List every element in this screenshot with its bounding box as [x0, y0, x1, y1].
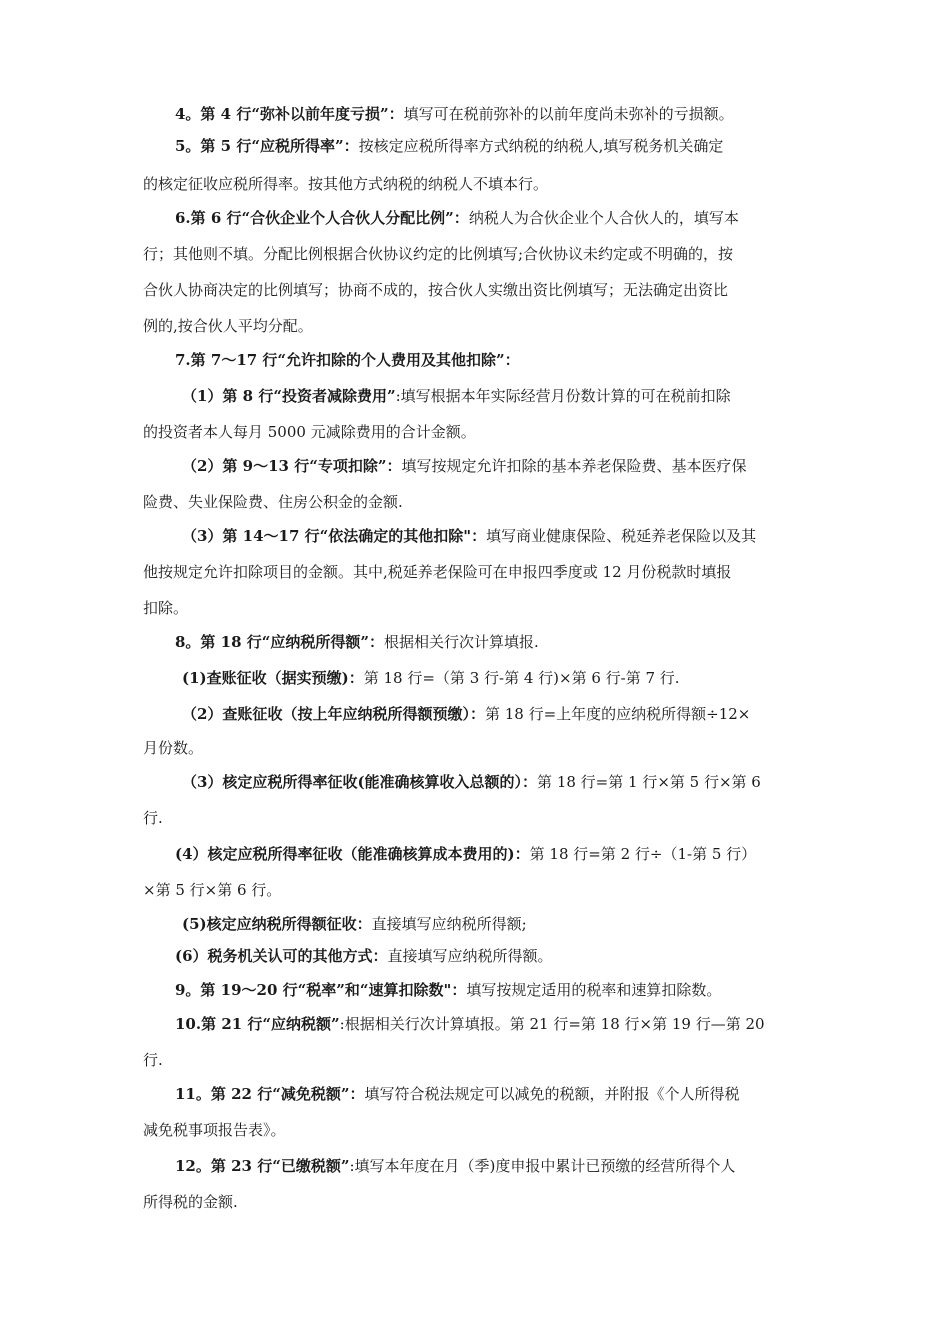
item-7-1-line-1 — [182, 386, 731, 406]
item-9-text: 填写按规定适用的税率和速算扣除数。 — [466, 981, 722, 999]
item-7-3-heading: （3）第 14～17 行“依法确定的其他扣除"： — [182, 527, 487, 545]
item-8-1-text: 第 18 行=（第 3 行-第 4 行)×第 6 行-第 7 行. — [363, 669, 680, 687]
item-12-heading: 12。第 23 行“已缴税额” — [175, 1157, 350, 1175]
item-10-line-2: 行. — [143, 1051, 163, 1069]
item-6-line-1 — [175, 208, 739, 228]
item-7-2-line-1 — [182, 456, 746, 476]
item-8-1-line-1 — [182, 668, 680, 688]
item-8-3-heading: （3）核定应税所得率征收(能准确核算收入总额的）： — [182, 773, 538, 791]
item-8-5-heading: (5)核定应纳税所得额征收： — [182, 915, 372, 933]
item-8-5-line-1 — [182, 914, 527, 934]
item-7-3-line-3: 扣除。 — [143, 599, 189, 617]
item-5-text: 按核定应税所得率方式纳税的纳税人,填写税务机关确定 — [358, 137, 724, 155]
item-12-line-1 — [175, 1156, 735, 1176]
item-11-heading: 11。第 22 行“减免税额”： — [175, 1085, 365, 1103]
item-7-1-heading: （1）第 8 行“投资者减除费用” — [182, 387, 396, 405]
item-6-line-3: 合伙人协商决定的比例填写；协商不成的，按合伙人实缴出资比例填写；无法确定出资比 — [143, 281, 729, 299]
item-7-3-line-2: 他按规定允许扣除项目的金额。其中,税延养老保险可在申报四季度或 12 月份税款时填报 — [143, 563, 732, 581]
item-10-text: :根据相关行次计算填报。第 21 行=第 18 行×第 19 行—第 20 — [339, 1015, 765, 1033]
item-7-2-text: 填写按规定允许扣除的基本养老保险费、基本医疗保 — [401, 457, 747, 475]
item-6-line-4: 例的,按合伙人平均分配。 — [143, 317, 313, 335]
item-12-text: :填写本年度在月（季)度申报中累计已预缴的经营所得个人 — [349, 1157, 736, 1175]
item-8-3-line-1 — [182, 772, 761, 792]
item-4-line-1 — [175, 104, 734, 124]
item-6-heading: 6.第 6 行“合伙企业个人合伙人分配比例”： — [175, 209, 469, 227]
item-7-3-text: 填写商业健康保险、税延养老保险以及其 — [486, 527, 757, 545]
item-8-2-line-2: 月份数。 — [143, 739, 204, 757]
item-8-1-heading: (1)查账征收（据实预缴)： — [182, 669, 364, 687]
item-9-heading: 9。第 19～20 行“税率”和“速算扣除数"： — [175, 981, 467, 999]
item-4-text: 填写可在税前弥补的以前年度尚未弥补的亏损额。 — [403, 105, 734, 123]
item-8-heading: 8。第 18 行“应纳税所得额”： — [175, 633, 385, 651]
item-6-text: 纳税人为合伙企业个人合伙人的，填写本 — [468, 209, 739, 227]
item-8-4-line-1 — [175, 844, 756, 864]
item-8-4-text: 第 18 行=第 2 行÷（1-第 5 行） — [529, 845, 757, 863]
item-7-heading: 7.第 7～17 行“允许扣除的个人费用及其他扣除”： — [175, 351, 520, 369]
item-11-line-2: 减免税事项报告表》。 — [143, 1121, 286, 1139]
item-4-heading: 4。第 4 行“弥补以前年度亏损”： — [175, 105, 404, 123]
item-8-5-text: 直接填写应纳税所得额; — [371, 915, 527, 933]
item-8-3-text: 第 18 行=第 1 行×第 5 行×第 6 — [537, 773, 761, 791]
item-9-line-1 — [175, 980, 721, 1000]
item-8-line-1 — [175, 632, 539, 652]
item-8-text: 根据相关行次计算填报. — [384, 633, 539, 651]
item-5-heading: 5。第 5 行“应税所得率”： — [175, 137, 359, 155]
item-5-line-2: 的核定征收应税所得率。按其他方式纳税的纳税人不填本行。 — [143, 175, 549, 193]
item-7-2-line-2: 险费、失业保险费、住房公积金的金额. — [143, 493, 403, 511]
item-10-line-1 — [175, 1014, 765, 1034]
item-8-4-line-2: ×第 5 行×第 6 行。 — [143, 881, 282, 899]
item-5-line-1 — [175, 136, 723, 156]
item-8-6-text: 直接填写应纳税所得额。 — [387, 947, 553, 965]
item-8-6-line-1 — [175, 946, 553, 966]
item-12-line-2: 所得税的金额. — [143, 1193, 238, 1211]
item-8-2-text: 第 18 行=上年度的应纳税所得额÷12× — [484, 705, 751, 723]
item-8-2-line-1 — [182, 704, 750, 724]
item-7-2-heading: （2）第 9～13 行“专项扣除”： — [182, 457, 402, 475]
item-10-heading: 10.第 21 行“应纳税额” — [175, 1015, 340, 1033]
item-8-2-heading: （2）查账征收（按上年应纳税所得额预缴）： — [182, 705, 485, 723]
item-8-4-heading: (4）核定应税所得率征收（能准确核算成本费用的)： — [175, 845, 530, 863]
item-7-line-1 — [175, 350, 520, 370]
item-11-line-1 — [175, 1084, 739, 1104]
item-7-1-text: :填写根据本年实际经营月份数计算的可在税前扣除 — [395, 387, 731, 405]
item-8-3-line-2: 行. — [143, 809, 163, 827]
item-8-6-heading: (6）税务机关认可的其他方式： — [175, 947, 388, 965]
item-6-line-2: 行；其他则不填。分配比例根据合伙协议约定的比例填写;合伙协议未约定或不明确的，按 — [143, 245, 734, 263]
item-11-text: 填写符合税法规定可以减免的税额，并附报《个人所得税 — [364, 1085, 740, 1103]
item-7-1-line-2: 的投资者本人每月 5000 元减除费用的合计金额。 — [143, 423, 476, 441]
item-7-3-line-1 — [182, 526, 756, 546]
